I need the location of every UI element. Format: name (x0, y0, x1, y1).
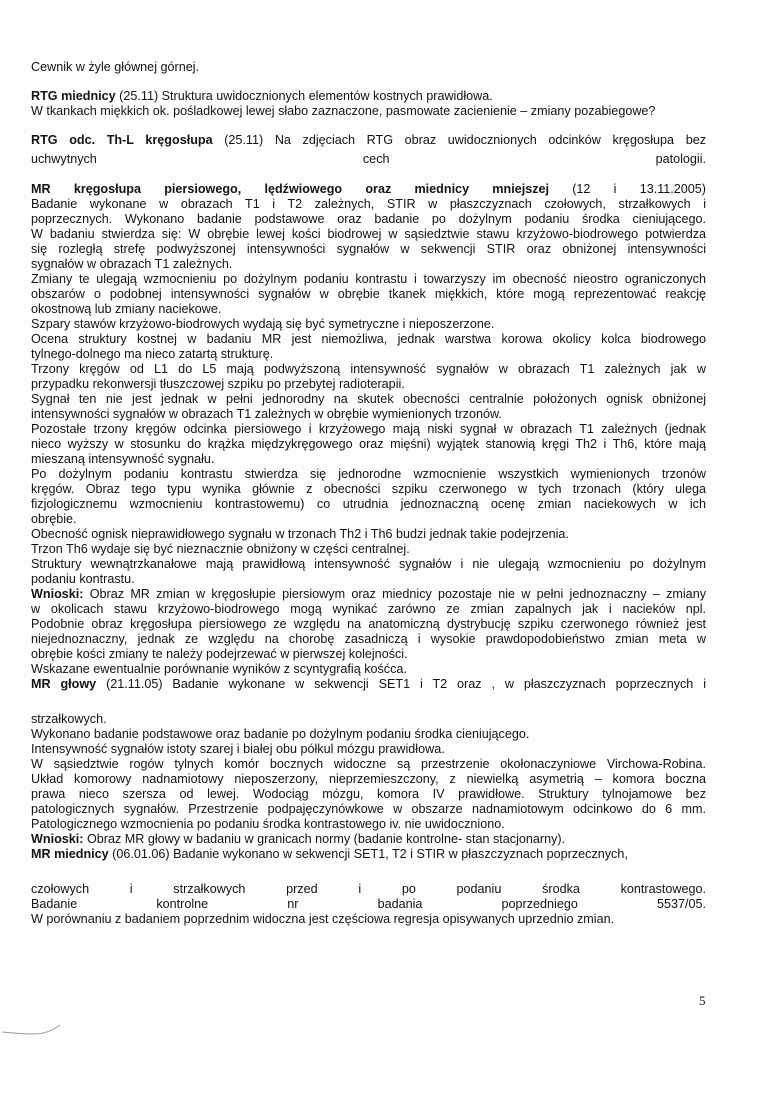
text-line (31, 712, 107, 727)
text-line (31, 302, 221, 317)
line-text: Patologicznego wzmocnienia po podaniu środka kontrastowego iv. nie uwidoczniono. (31, 817, 505, 831)
text-line (31, 362, 706, 377)
text-line (31, 482, 706, 497)
text-line (31, 332, 706, 347)
line-text: mieszaną intensywność sygnału. (31, 452, 215, 466)
text-line (31, 632, 706, 647)
line-text: Pozostałe trzony kręgów odcinka piersiowego i krzyżowego mają niski sygnał w obrazach T1 zależnych (jednak (31, 422, 706, 436)
text-line (31, 287, 706, 302)
text-line (31, 757, 706, 772)
line-text: Struktury wewnątrzkanałowe mają prawidłową intensywność sygnałów i nie ulegają wzmocnieniu po dożylnym (31, 557, 706, 571)
line-text: okostnową lub zmiany naciekowe. (31, 302, 222, 316)
line-text: kręgów. Obraz tego typu wynika głównie z obecności szpiku czerwonego w tych trzonach (który ulega (31, 482, 706, 496)
text-line (31, 802, 706, 817)
text-line (31, 392, 706, 407)
line-text: nieco wyższy w stosunku do krążka międzykręgowego oraz mięśni) wyjątek stanowią kręgi Th2 i Th6, które mają (31, 437, 706, 451)
text-line (31, 227, 706, 242)
text-line (31, 497, 706, 512)
text-line (31, 912, 614, 927)
section-heading: Wnioski: (31, 832, 84, 846)
text-line (31, 133, 706, 148)
line-text: poprzecznych. Wykonano badanie podstawowe oraz badanie po dożylnym podaniu środka cieniującego. (31, 212, 706, 226)
line-text: Trzon Th6 wydaje się być nieznacznie obniżony w części centralnej. (31, 542, 410, 556)
text-line (31, 832, 565, 847)
line-text: obrębie. (31, 512, 77, 526)
line-text: obrębie kości zmiany te należy podejrzewać w pierwszej kolejności. (31, 647, 408, 661)
text-line (31, 437, 706, 452)
line-text: (25.11) Struktura uwidocznionych elementów kostnych prawidłowa. (115, 89, 493, 103)
line-text: Sygnał ten nie jest jednak w pełni jednorodny na skutek obecności centralnie położonych ognisk obniżonej (31, 392, 706, 406)
line-text: Układ komorowy nadnamiotowy nieposzerzony, nieprzemieszczony, z niewielką asymetrią – komora boczna (31, 772, 706, 786)
line-text: Badanie wykonane w obrazach T1 i T2 zależnych, STIR w płaszczyznach czołowych, strzałkowych i (31, 197, 706, 211)
line-text: Po dożylnym podaniu kontrastu stwierdza się jednorodne wzmocnienie wszystkich wymienionych trzonów (31, 467, 706, 481)
line-text: W badaniu stwierdza się: W obrębie lewej kości biodrowej w sąsiedztwie stawu krzyżowo-biodrowego potwierdza (31, 227, 706, 241)
text-line (31, 452, 214, 467)
line-text: (21.11.05) Badanie wykonane w sekwencji SET1 i T2 oraz , w płaszczyznach poprzecznych i (96, 677, 706, 691)
line-text: czołowych i strzałkowych przed i po podaniu środka kontrastowego. (31, 882, 706, 896)
text-line (31, 677, 706, 692)
line-text: Podobnie obraz kręgosłupa piersiowego ze względu na anatomiczną dystrybucję szpiku czerwonego również jest (31, 617, 706, 631)
text-line (31, 557, 706, 572)
line-text: Ocena struktury kostnej w badaniu MR jest niemożliwa, jednak warstwa korowa okolicy kolca biodrowego (31, 332, 706, 346)
line-text: (12 i 13.11.2005) (549, 182, 706, 196)
text-line (31, 272, 706, 287)
text-line (31, 572, 135, 587)
line-text: Obraz MR głowy w badaniu w granicach normy (badanie kontrolne- stan stacjonarny). (83, 832, 566, 846)
text-line (31, 467, 706, 482)
text-line (31, 787, 706, 802)
line-text: Badanie kontrolne nr badania poprzedniego 5537/05. (31, 897, 706, 911)
text-line (31, 197, 706, 212)
text-line (31, 104, 655, 119)
line-text: W porównaniu z badaniem poprzednim widoczna jest częściowa regresja opisywanych uprzednio zmian. (31, 912, 615, 926)
text-line (31, 527, 569, 542)
line-text: Trzony kręgów od L1 do L5 mają podwyższoną intensywność sygnałów w obrazach T1 zależnych jak w (31, 362, 706, 376)
text-line (31, 422, 706, 437)
section-heading: RTG odc. Th-L kręgosłupa (31, 133, 213, 147)
text-line (31, 60, 199, 75)
section-heading: Wnioski: (31, 587, 84, 601)
text-line (31, 587, 706, 602)
line-text: sygnałów w obrazach T1 zależnych. (31, 257, 233, 271)
line-text: Szpary stawów krzyżowo-biodrowych wydają się być symetryczne i nieposzerzone. (31, 317, 495, 331)
text-line (31, 882, 706, 897)
line-text: niejednoznaczny, jednak ze względu na chorobę zasadniczą i wysokie prawdopodobieństwo zmian meta w (31, 632, 706, 646)
text-line (31, 257, 232, 272)
line-text: intensywności sygnałów w obrazach T1 zależnych w obrębie wymienionych trzonów. (31, 407, 502, 421)
line-text: uchwytnych cech patologii. (31, 152, 706, 166)
text-line (31, 377, 405, 392)
line-text: (25.11) Na zdjęciach RTG obraz uwidocznionych odcinków kręgosłupa bez (212, 133, 706, 147)
line-text: Zmiany te ulegają wzmocnieniu po dożylnym podaniu kontrastu i towarzyszy im obecność nieostro ograniczonych (31, 272, 706, 286)
line-text: Obecność ognisk nieprawidłowego sygnału w trzonach Th2 i Th6 budzi jednak takie podejrzenia. (31, 527, 569, 541)
text-line (31, 727, 529, 742)
line-text: (06.01.06) Badanie wykonano w sekwencji SET1, T2 i STIR w płaszczyznach poprzecznych, (108, 847, 628, 861)
text-line (31, 242, 706, 257)
line-text: Intensywność sygnałów istoty szarej i białej obu półkul mózgu prawidłowa. (31, 742, 445, 756)
text-line (31, 772, 706, 787)
text-line (31, 542, 410, 557)
text-line (31, 152, 706, 167)
text-line (31, 847, 628, 862)
line-text: fizjologicznemu wzmocnieniu kontrastowemu) co utrudnia jednoznaczną ocenę zmian naciekowych w ich (31, 497, 706, 511)
text-line (31, 742, 445, 757)
line-text: patologicznych sygnałów. Przestrzenie podpajęczynówkowe w obszarze nadnamiotowym odcinkowo do 6 mm. (31, 802, 706, 816)
text-line (31, 602, 706, 617)
line-text: Obraz MR zmian w kręgosłupie piersiowym oraz miednicy pozostaje nie w pełni jednoznaczny – zmiany (83, 587, 706, 601)
line-text: obszarów o podobnej intensywności sygnałów w obrębie tkanek miękkich, które mogą reprezentować reakcję (31, 287, 706, 301)
page-number: 5 (699, 993, 706, 1008)
line-text: Wykonano badanie podstawowe oraz badanie po dożylnym podaniu środka cieniującego. (31, 727, 530, 741)
section-heading: MR miednicy (31, 847, 109, 861)
scan-artifact-line (0, 1018, 62, 1040)
text-line (31, 617, 706, 632)
line-text: Wskazane ewentualnie porównanie wyników z scyntygrafią kośćca. (31, 662, 407, 676)
line-text: w okolicach stawu krzyżowo-biodrowego mogą wynikać zarówno ze zmian zapalnych jak i nacieków npl. (31, 602, 706, 616)
text-line (31, 817, 505, 832)
line-text: W tkankach miękkich ok. pośladkowej lewej słabo zaznaczone, pasmowate zacienienie – zmiany pozabiegowe? (31, 104, 656, 118)
text-line (31, 89, 493, 104)
text-line (31, 212, 706, 227)
text-line (31, 407, 502, 422)
text-line (31, 182, 706, 197)
line-text: tylnego-dolnego ma nieco zatartą strukturę. (31, 347, 274, 361)
section-heading: MR głowy (31, 677, 97, 691)
section-heading: RTG miednicy (31, 89, 116, 103)
line-text: podaniu kontrastu. (31, 572, 135, 586)
text-line (31, 317, 494, 332)
line-text: się rozległą strefę podwyższonej intensywności sygnałów w sekwencji STIR oraz obniżonej intensywności (31, 242, 706, 256)
text-line (31, 512, 77, 527)
line-text: W sąsiedztwie rogów tylnych komór bocznych widoczne są przestrzenie okołonaczyniowe Virchowa-Robina. (31, 757, 706, 771)
section-heading: MR kręgosłupa piersiowego, lędźwiowego oraz miednicy mniejszej (31, 182, 549, 196)
line-text: prawa nieco szersza od lewej. Wodociąg mózgu, komora IV prawidłowe. Struktury tylnojamowe bez (31, 787, 706, 801)
text-line (31, 662, 407, 677)
text-line (31, 647, 408, 662)
text-line (31, 897, 706, 912)
line-text: przypadku rekonwersji tłuszczowej szpiku po przebytej radioterapii. (31, 377, 405, 391)
text-line (31, 347, 273, 362)
line-text: Cewnik w żyle głównej górnej. (31, 60, 199, 74)
line-text: strzałkowych. (31, 712, 107, 726)
